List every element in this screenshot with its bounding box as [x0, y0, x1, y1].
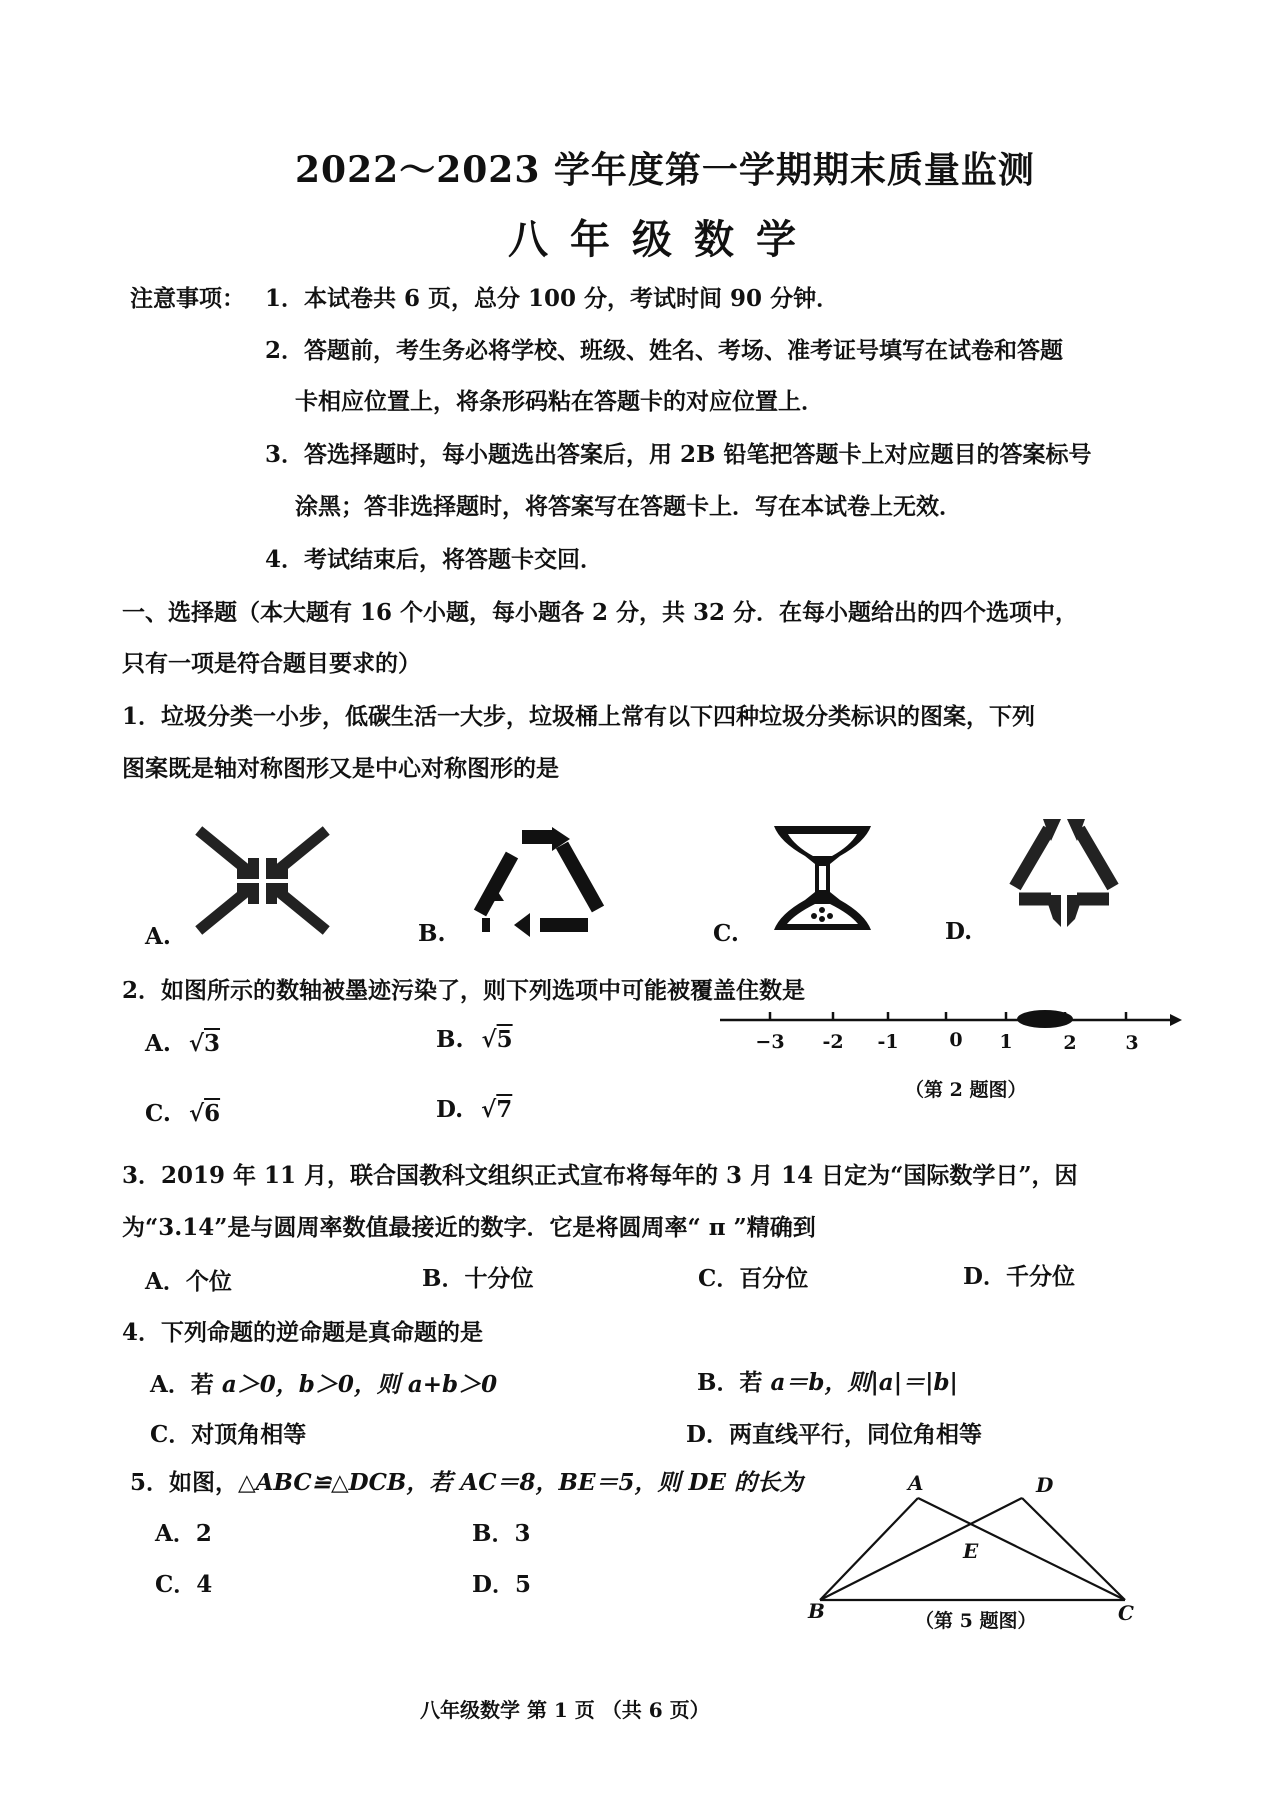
notice-label: 注意事项：: [130, 285, 245, 312]
q5-caption: （第 5 题图）: [915, 1610, 1037, 1632]
q2-axis-label-neg3: −3: [755, 1031, 785, 1053]
q2-stem: 2．如图所示的数轴被墨迹污染了，则下列选项中可能被覆盖住数是: [122, 977, 806, 1004]
q1-figure-b-icon: [470, 825, 610, 935]
q5-point-d: D: [1036, 1473, 1054, 1497]
q3-stem-cont: 为“3.14”是与圆周率数值最接近的数字．它是将圆周率“ π ”精确到: [122, 1214, 816, 1241]
q4-option-d: D．两直线平行，同位角相等: [686, 1421, 982, 1448]
q3-option-b: B．十分位: [422, 1265, 534, 1292]
q1-stem-cont: 图案既是轴对称图形又是中心对称图形的是: [122, 755, 559, 782]
exam-subtitle: 八年级数学: [508, 216, 818, 263]
notice-item-2: 2．答题前，考生务必将学校、班级、姓名、考场、准考证号填写在试卷和答题: [265, 337, 1064, 364]
q2-ink-blot: [1017, 1010, 1073, 1028]
q2-number-line: [720, 1008, 1180, 1068]
q1-option-a-label: A.: [145, 923, 171, 950]
q2-axis-label-0: 0: [949, 1029, 963, 1051]
q3-option-d: D．千分位: [963, 1263, 1075, 1290]
q4-option-a-letter: A．若: [150, 1371, 222, 1398]
q1-option-b-label: B.: [418, 920, 446, 947]
q2-option-a-letter: A.: [145, 1030, 171, 1057]
q4-option-b-expr: a＝b，则|a|＝|b|: [770, 1369, 958, 1396]
q5-point-a: A: [908, 1471, 924, 1495]
q2-option-d-radicand: 7: [496, 1096, 513, 1123]
q2-option-c: C. √6: [145, 1100, 221, 1127]
q1-figure-a-icon: [195, 828, 330, 933]
q5-option-b: B．3: [472, 1520, 531, 1547]
q2-option-b-radicand: 5: [496, 1026, 513, 1053]
q1-stem: 1．垃圾分类一小步，低碳生活一大步，垃圾桶上常有以下四种垃圾分类标识的图案，下列: [122, 703, 1036, 730]
notice-item-2-cont: 卡相应位置上，将条形码粘在答题卡的对应位置上．: [295, 388, 824, 415]
q4-option-a-expr: a＞0，b＞0，则 a+b＞0: [221, 1371, 498, 1398]
q2-caption: （第 2 题图）: [905, 1079, 1027, 1101]
q4-option-b: [697, 1364, 958, 1397]
q4-option-b-letter: B．若: [697, 1369, 771, 1396]
notice-item-1: 1．本试卷共 6 页，总分 100 分，考试时间 90 分钟．: [265, 285, 840, 312]
q2-option-c-letter: C.: [145, 1100, 171, 1127]
q5-option-a: A．2: [155, 1520, 212, 1547]
q2-axis-label-neg2: -2: [822, 1031, 844, 1053]
q3-option-c: C．百分位: [698, 1265, 809, 1292]
q2-axis-label-neg1: -1: [877, 1031, 899, 1053]
q5-stem: [130, 1464, 803, 1497]
q2-option-b: B. √5: [436, 1026, 513, 1053]
q4-option-a: [150, 1366, 497, 1399]
q2-axis-label-1: 1: [999, 1031, 1013, 1053]
q5-stem-prefix: 5．如图，: [130, 1469, 239, 1496]
page-footer: 八年级数学 第 1 页 （共 6 页）: [420, 1698, 710, 1722]
q2-axis-label-2: 2: [1063, 1032, 1077, 1054]
q2-option-d: D. √7: [436, 1096, 513, 1123]
section-heading-cont: 只有一项是符合题目要求的）: [122, 650, 421, 677]
q3-stem: 3．2019 年 11 月，联合国教科文组织正式宣布将每年的 3 月 14 日定为“国际数学日”，因: [122, 1162, 1078, 1189]
q2-option-d-letter: D.: [436, 1096, 464, 1123]
q5-point-e: E: [963, 1539, 979, 1563]
q5-point-b: B: [808, 1599, 825, 1623]
q1-figure-c-icon: [770, 822, 875, 934]
notice-item-3-cont: 涂黑；答非选择题时，将答案写在答题卡上．写在本试卷上无效．: [295, 493, 962, 520]
q1-option-d-label: D.: [945, 918, 973, 945]
exam-title: 2022～2023 学年度第一学期期末质量监测: [295, 149, 1035, 191]
q5-option-c: C．4: [155, 1571, 213, 1598]
section-heading: 一、选择题（本大题有 16 个小题，每小题各 2 分，共 32 分．在每小题给出的四个选项中，: [122, 599, 1079, 626]
q2-option-a: A. √3: [145, 1030, 221, 1057]
q4-stem: 4．下列命题的逆命题是真命题的是: [122, 1319, 484, 1346]
q2-axis-label-3: 3: [1125, 1032, 1139, 1054]
q5-point-c: C: [1118, 1601, 1134, 1625]
q4-option-c: C．对顶角相等: [150, 1421, 307, 1448]
q2-option-c-radicand: 6: [204, 1100, 221, 1127]
q5-stem-body: △ABC≌△DCB，若 AC＝8，BE＝5，则 DE 的长为: [238, 1469, 803, 1496]
notice-item-3: 3．答选择题时，每小题选出答案后，用 2B 铅笔把答题卡上对应题目的答案标号: [265, 441, 1092, 468]
q2-option-a-radicand: 3: [204, 1030, 221, 1057]
q2-option-b-letter: B.: [436, 1026, 464, 1053]
q1-option-c-label: C.: [713, 920, 739, 947]
notice-item-4: 4．考试结束后，将答题卡交回．: [265, 546, 604, 573]
q1-figure-d-icon: [1005, 815, 1123, 933]
q5-option-d: D．5: [472, 1571, 531, 1598]
q3-option-a: A．个位: [145, 1268, 232, 1295]
